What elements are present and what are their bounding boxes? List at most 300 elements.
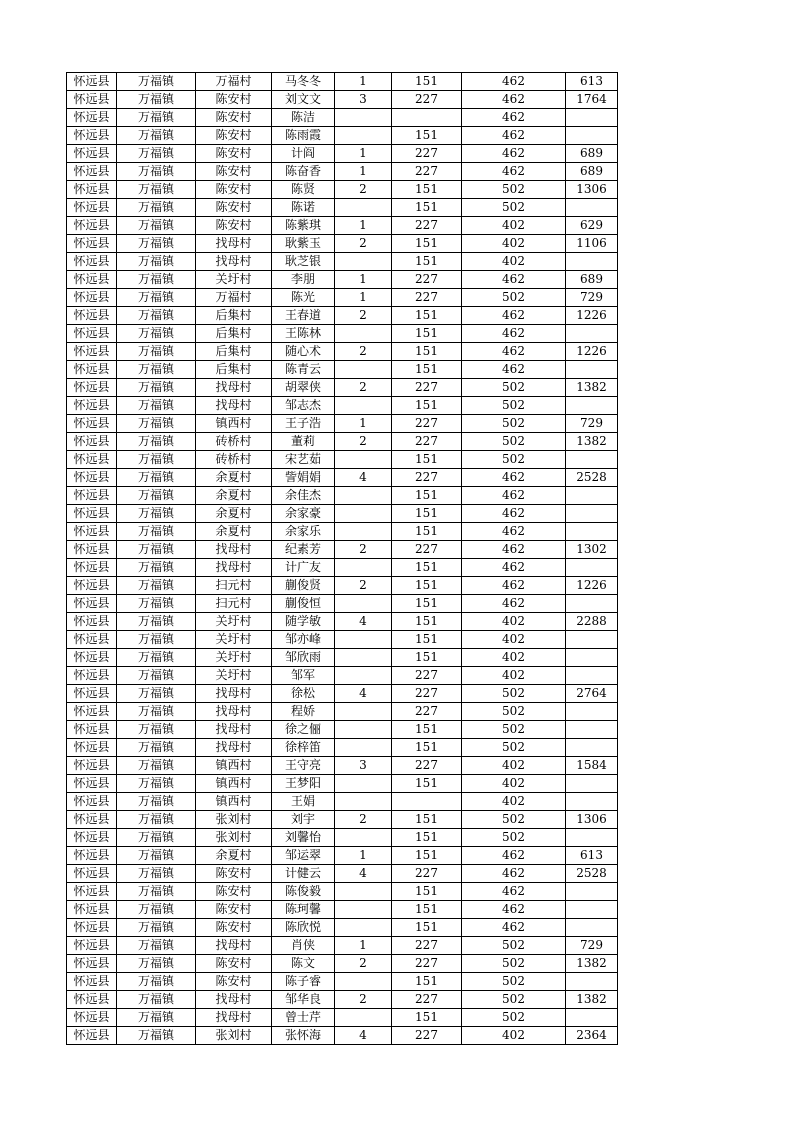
county-cell: 怀远县: [67, 271, 117, 289]
count-cell: [335, 127, 392, 145]
amount-a-cell: 151: [392, 613, 462, 631]
amount-a-cell: 151: [392, 577, 462, 595]
amount-b-cell: 502: [462, 685, 566, 703]
table-row: [67, 703, 618, 721]
town-cell: 万福镇: [117, 91, 196, 109]
town-cell: 万福镇: [117, 235, 196, 253]
count-cell: [335, 973, 392, 991]
total-cell: [566, 487, 618, 505]
amount-b-cell: 462: [462, 595, 566, 613]
village-cell: 后集村: [196, 325, 272, 343]
count-cell: [335, 505, 392, 523]
total-cell: 2764: [566, 685, 618, 703]
town-cell: 万福镇: [117, 199, 196, 217]
count-cell: 1: [335, 217, 392, 235]
table-row: [67, 577, 618, 595]
count-cell: 2: [335, 541, 392, 559]
town-cell: 万福镇: [117, 847, 196, 865]
amount-b-cell: 502: [462, 451, 566, 469]
amount-a-cell: 227: [392, 217, 462, 235]
count-cell: [335, 397, 392, 415]
county-cell: 怀远县: [67, 541, 117, 559]
total-cell: [566, 901, 618, 919]
county-cell: 怀远县: [67, 253, 117, 271]
village-cell: 张刘村: [196, 1027, 272, 1045]
amount-b-cell: 462: [462, 271, 566, 289]
village-cell: 万福村: [196, 289, 272, 307]
town-cell: 万福镇: [117, 577, 196, 595]
count-cell: [335, 523, 392, 541]
count-cell: 2: [335, 811, 392, 829]
total-cell: [566, 397, 618, 415]
county-cell: 怀远县: [67, 415, 117, 433]
amount-a-cell: 151: [392, 595, 462, 613]
county-cell: 怀远县: [67, 505, 117, 523]
count-cell: [335, 721, 392, 739]
village-cell: 陈安村: [196, 199, 272, 217]
village-cell: 找母村: [196, 739, 272, 757]
amount-a-cell: 151: [392, 199, 462, 217]
village-cell: 找母村: [196, 721, 272, 739]
count-cell: [335, 649, 392, 667]
town-cell: 万福镇: [117, 757, 196, 775]
total-cell: 1764: [566, 91, 618, 109]
village-cell: 镇西村: [196, 793, 272, 811]
village-cell: 找母村: [196, 253, 272, 271]
county-cell: 怀远县: [67, 127, 117, 145]
town-cell: 万福镇: [117, 253, 196, 271]
count-cell: 4: [335, 685, 392, 703]
town-cell: 万福镇: [117, 865, 196, 883]
total-cell: [566, 253, 618, 271]
amount-a-cell: 227: [392, 379, 462, 397]
town-cell: 万福镇: [117, 883, 196, 901]
amount-a-cell: 227: [392, 1027, 462, 1045]
village-cell: 陈安村: [196, 955, 272, 973]
town-cell: 万福镇: [117, 703, 196, 721]
count-cell: 2: [335, 181, 392, 199]
name-cell: 马冬冬: [272, 73, 335, 91]
name-cell: 陈紫琪: [272, 217, 335, 235]
name-cell: 肖侠: [272, 937, 335, 955]
amount-b-cell: 502: [462, 721, 566, 739]
amount-a-cell: [392, 793, 462, 811]
village-cell: 后集村: [196, 307, 272, 325]
amount-b-cell: 502: [462, 379, 566, 397]
town-cell: 万福镇: [117, 73, 196, 91]
amount-b-cell: 402: [462, 793, 566, 811]
amount-b-cell: 462: [462, 127, 566, 145]
village-cell: 扫元村: [196, 577, 272, 595]
amount-b-cell: 402: [462, 649, 566, 667]
count-cell: 2: [335, 433, 392, 451]
town-cell: 万福镇: [117, 559, 196, 577]
county-cell: 怀远县: [67, 469, 117, 487]
county-cell: 怀远县: [67, 109, 117, 127]
count-cell: 1: [335, 145, 392, 163]
amount-a-cell: 151: [392, 505, 462, 523]
amount-b-cell: 462: [462, 919, 566, 937]
village-cell: 关圩村: [196, 613, 272, 631]
table-row: [67, 991, 618, 1009]
table-row: [67, 559, 618, 577]
total-cell: 689: [566, 145, 618, 163]
amount-a-cell: 227: [392, 955, 462, 973]
village-cell: 镇西村: [196, 415, 272, 433]
name-cell: 胡翠侠: [272, 379, 335, 397]
data-table: [66, 72, 618, 1045]
total-cell: 2288: [566, 613, 618, 631]
name-cell: 李朋: [272, 271, 335, 289]
town-cell: 万福镇: [117, 415, 196, 433]
amount-a-cell: 151: [392, 919, 462, 937]
amount-b-cell: 462: [462, 865, 566, 883]
table-row: [67, 613, 618, 631]
county-cell: 怀远县: [67, 865, 117, 883]
count-cell: 1: [335, 73, 392, 91]
table-row: [67, 145, 618, 163]
amount-b-cell: 502: [462, 1009, 566, 1027]
town-cell: 万福镇: [117, 775, 196, 793]
amount-b-cell: 462: [462, 901, 566, 919]
table-row: [67, 667, 618, 685]
total-cell: 689: [566, 163, 618, 181]
amount-a-cell: 227: [392, 469, 462, 487]
amount-a-cell: 151: [392, 559, 462, 577]
name-cell: 余佳杰: [272, 487, 335, 505]
amount-a-cell: 227: [392, 757, 462, 775]
name-cell: 王守亮: [272, 757, 335, 775]
total-cell: 1226: [566, 307, 618, 325]
table-row: [67, 73, 618, 91]
amount-a-cell: 151: [392, 829, 462, 847]
village-cell: 找母村: [196, 703, 272, 721]
village-cell: 陈安村: [196, 217, 272, 235]
village-cell: 关圩村: [196, 631, 272, 649]
amount-b-cell: 502: [462, 415, 566, 433]
town-cell: 万福镇: [117, 379, 196, 397]
count-cell: [335, 559, 392, 577]
name-cell: 邹志杰: [272, 397, 335, 415]
count-cell: [335, 901, 392, 919]
town-cell: 万福镇: [117, 991, 196, 1009]
name-cell: 耿紫玉: [272, 235, 335, 253]
town-cell: 万福镇: [117, 739, 196, 757]
total-cell: 1382: [566, 991, 618, 1009]
total-cell: [566, 793, 618, 811]
amount-b-cell: 502: [462, 433, 566, 451]
total-cell: 2528: [566, 469, 618, 487]
village-cell: 找母村: [196, 1009, 272, 1027]
amount-a-cell: 151: [392, 343, 462, 361]
total-cell: 1306: [566, 811, 618, 829]
amount-a-cell: 227: [392, 415, 462, 433]
village-cell: 余夏村: [196, 523, 272, 541]
town-cell: 万福镇: [117, 1009, 196, 1027]
total-cell: [566, 199, 618, 217]
village-cell: 找母村: [196, 991, 272, 1009]
village-cell: 找母村: [196, 937, 272, 955]
table-row: [67, 739, 618, 757]
count-cell: 2: [335, 343, 392, 361]
county-cell: 怀远县: [67, 775, 117, 793]
table-row: [67, 163, 618, 181]
count-cell: 1: [335, 937, 392, 955]
table-row: [67, 289, 618, 307]
total-cell: [566, 451, 618, 469]
county-cell: 怀远县: [67, 685, 117, 703]
amount-b-cell: 502: [462, 829, 566, 847]
count-cell: [335, 361, 392, 379]
amount-b-cell: 502: [462, 991, 566, 1009]
village-cell: 陈安村: [196, 973, 272, 991]
name-cell: 宋艺茹: [272, 451, 335, 469]
table-row: [67, 649, 618, 667]
amount-b-cell: 462: [462, 73, 566, 91]
county-cell: 怀远县: [67, 433, 117, 451]
amount-a-cell: 227: [392, 703, 462, 721]
total-cell: 2364: [566, 1027, 618, 1045]
total-cell: [566, 1009, 618, 1027]
name-cell: 王春道: [272, 307, 335, 325]
village-cell: 找母村: [196, 541, 272, 559]
town-cell: 万福镇: [117, 649, 196, 667]
amount-b-cell: 402: [462, 217, 566, 235]
total-cell: 1302: [566, 541, 618, 559]
town-cell: 万福镇: [117, 973, 196, 991]
name-cell: 王梦阳: [272, 775, 335, 793]
total-cell: [566, 667, 618, 685]
total-cell: 729: [566, 415, 618, 433]
amount-a-cell: 151: [392, 811, 462, 829]
amount-a-cell: 151: [392, 397, 462, 415]
table-row: [67, 901, 618, 919]
count-cell: 3: [335, 757, 392, 775]
amount-b-cell: 462: [462, 559, 566, 577]
total-cell: 689: [566, 271, 618, 289]
name-cell: 余家乐: [272, 523, 335, 541]
name-cell: 随学敏: [272, 613, 335, 631]
name-cell: 王娟: [272, 793, 335, 811]
table-row: [67, 271, 618, 289]
count-cell: 1: [335, 163, 392, 181]
county-cell: 怀远县: [67, 361, 117, 379]
county-cell: 怀远县: [67, 1027, 117, 1045]
table-row: [67, 865, 618, 883]
amount-a-cell: 227: [392, 667, 462, 685]
amount-b-cell: 462: [462, 91, 566, 109]
table-row: [67, 811, 618, 829]
amount-a-cell: 151: [392, 649, 462, 667]
name-cell: 计阎: [272, 145, 335, 163]
total-cell: [566, 631, 618, 649]
total-cell: [566, 829, 618, 847]
county-cell: 怀远县: [67, 235, 117, 253]
town-cell: 万福镇: [117, 217, 196, 235]
amount-a-cell: 151: [392, 181, 462, 199]
village-cell: 陈安村: [196, 865, 272, 883]
table-row: [67, 721, 618, 739]
total-cell: [566, 775, 618, 793]
amount-b-cell: 402: [462, 775, 566, 793]
name-cell: 邹华良: [272, 991, 335, 1009]
total-cell: [566, 973, 618, 991]
village-cell: 张刘村: [196, 829, 272, 847]
table-row: [67, 757, 618, 775]
total-cell: [566, 523, 618, 541]
amount-a-cell: 151: [392, 631, 462, 649]
county-cell: 怀远县: [67, 217, 117, 235]
village-cell: 陈安村: [196, 145, 272, 163]
amount-a-cell: 151: [392, 523, 462, 541]
table-row: [67, 379, 618, 397]
county-cell: 怀远县: [67, 523, 117, 541]
table-row: [67, 397, 618, 415]
county-cell: 怀远县: [67, 451, 117, 469]
amount-b-cell: 462: [462, 163, 566, 181]
count-cell: 2: [335, 307, 392, 325]
county-cell: 怀远县: [67, 595, 117, 613]
county-cell: 怀远县: [67, 559, 117, 577]
county-cell: 怀远县: [67, 91, 117, 109]
amount-a-cell: [392, 109, 462, 127]
amount-a-cell: 151: [392, 253, 462, 271]
count-cell: [335, 451, 392, 469]
county-cell: 怀远县: [67, 181, 117, 199]
table-row: [67, 199, 618, 217]
count-cell: [335, 595, 392, 613]
village-cell: 后集村: [196, 343, 272, 361]
table-row: [67, 253, 618, 271]
name-cell: 邹军: [272, 667, 335, 685]
table-row: [67, 505, 618, 523]
table-row: [67, 127, 618, 145]
name-cell: 蒯俊恒: [272, 595, 335, 613]
table-row: [67, 109, 618, 127]
amount-b-cell: 502: [462, 973, 566, 991]
town-cell: 万福镇: [117, 451, 196, 469]
count-cell: 3: [335, 91, 392, 109]
count-cell: [335, 253, 392, 271]
amount-a-cell: 151: [392, 739, 462, 757]
town-cell: 万福镇: [117, 505, 196, 523]
village-cell: 砖桥村: [196, 451, 272, 469]
village-cell: 找母村: [196, 379, 272, 397]
name-cell: 陈贤: [272, 181, 335, 199]
total-cell: 729: [566, 289, 618, 307]
county-cell: 怀远县: [67, 937, 117, 955]
town-cell: 万福镇: [117, 163, 196, 181]
table-row: [67, 217, 618, 235]
county-cell: 怀远县: [67, 487, 117, 505]
table-row: [67, 919, 618, 937]
village-cell: 余夏村: [196, 469, 272, 487]
county-cell: 怀远县: [67, 631, 117, 649]
amount-b-cell: 402: [462, 631, 566, 649]
table-row: [67, 361, 618, 379]
village-cell: 镇西村: [196, 757, 272, 775]
village-cell: 陈安村: [196, 127, 272, 145]
total-cell: [566, 109, 618, 127]
town-cell: 万福镇: [117, 721, 196, 739]
county-cell: 怀远县: [67, 397, 117, 415]
village-cell: 陈安村: [196, 901, 272, 919]
amount-b-cell: 402: [462, 613, 566, 631]
amount-a-cell: 227: [392, 433, 462, 451]
name-cell: 刘文文: [272, 91, 335, 109]
table-row: [67, 541, 618, 559]
county-cell: 怀远县: [67, 901, 117, 919]
table-row: [67, 847, 618, 865]
total-cell: [566, 505, 618, 523]
village-cell: 关圩村: [196, 667, 272, 685]
total-cell: [566, 361, 618, 379]
amount-a-cell: 151: [392, 721, 462, 739]
name-cell: 余家豪: [272, 505, 335, 523]
amount-a-cell: 151: [392, 1009, 462, 1027]
county-cell: 怀远县: [67, 883, 117, 901]
name-cell: 刘馨怡: [272, 829, 335, 847]
table-row: [67, 631, 618, 649]
amount-a-cell: 227: [392, 541, 462, 559]
total-cell: [566, 721, 618, 739]
total-cell: 1306: [566, 181, 618, 199]
count-cell: 1: [335, 271, 392, 289]
amount-b-cell: 462: [462, 307, 566, 325]
amount-b-cell: 502: [462, 739, 566, 757]
total-cell: 1584: [566, 757, 618, 775]
county-cell: 怀远县: [67, 703, 117, 721]
table-row: [67, 937, 618, 955]
county-cell: 怀远县: [67, 667, 117, 685]
name-cell: 陈子睿: [272, 973, 335, 991]
county-cell: 怀远县: [67, 955, 117, 973]
total-cell: 729: [566, 937, 618, 955]
count-cell: 4: [335, 1027, 392, 1045]
town-cell: 万福镇: [117, 145, 196, 163]
name-cell: 陈雨霞: [272, 127, 335, 145]
count-cell: [335, 109, 392, 127]
amount-b-cell: 462: [462, 109, 566, 127]
amount-a-cell: 151: [392, 235, 462, 253]
name-cell: 陈光: [272, 289, 335, 307]
county-cell: 怀远县: [67, 811, 117, 829]
village-cell: 找母村: [196, 235, 272, 253]
count-cell: [335, 325, 392, 343]
county-cell: 怀远县: [67, 289, 117, 307]
town-cell: 万福镇: [117, 955, 196, 973]
village-cell: 陈安村: [196, 883, 272, 901]
village-cell: 找母村: [196, 397, 272, 415]
name-cell: 徐松: [272, 685, 335, 703]
count-cell: [335, 487, 392, 505]
name-cell: 陈珂馨: [272, 901, 335, 919]
county-cell: 怀远县: [67, 343, 117, 361]
name-cell: 刘宇: [272, 811, 335, 829]
name-cell: 王陈林: [272, 325, 335, 343]
amount-b-cell: 502: [462, 181, 566, 199]
county-cell: 怀远县: [67, 307, 117, 325]
amount-b-cell: 462: [462, 343, 566, 361]
amount-a-cell: 151: [392, 307, 462, 325]
amount-a-cell: 227: [392, 991, 462, 1009]
total-cell: [566, 703, 618, 721]
total-cell: [566, 127, 618, 145]
amount-b-cell: 502: [462, 937, 566, 955]
amount-a-cell: 227: [392, 145, 462, 163]
table-row: [67, 829, 618, 847]
village-cell: 陈安村: [196, 181, 272, 199]
